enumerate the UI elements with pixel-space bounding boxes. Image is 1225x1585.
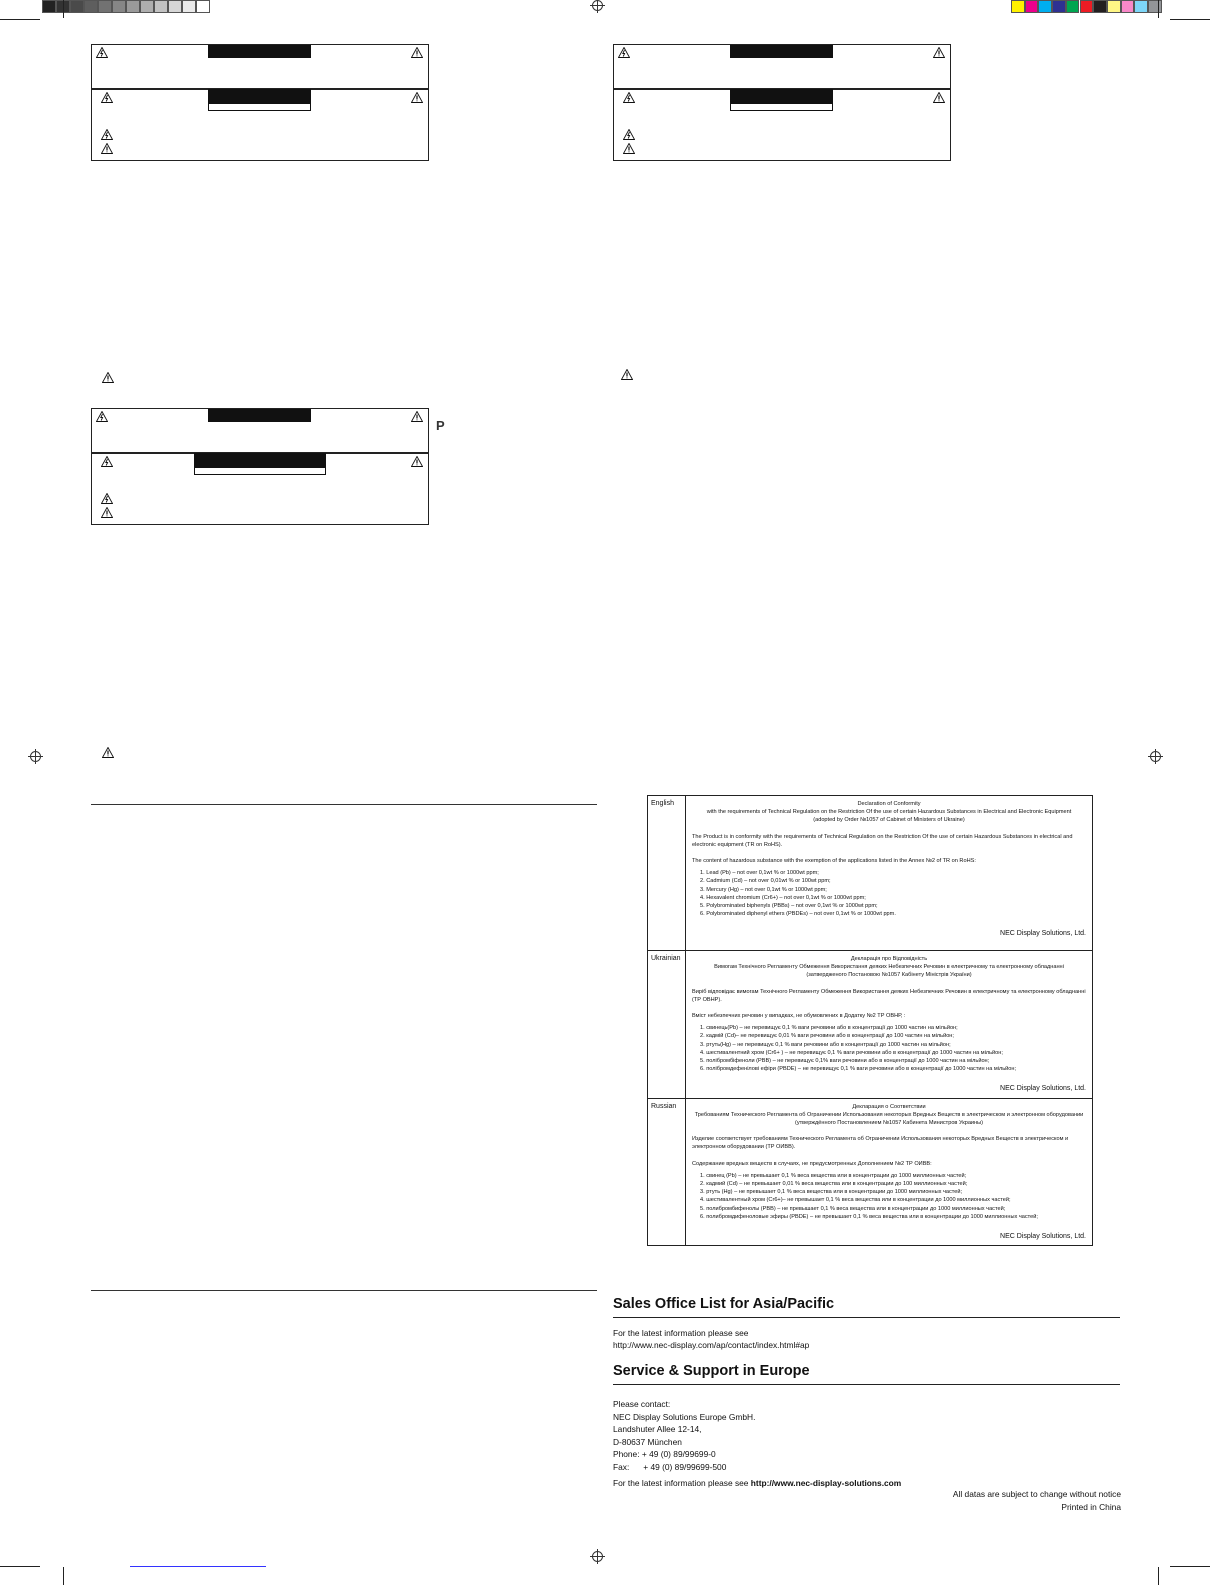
caution-title-bar (730, 89, 833, 103)
divider (91, 1290, 597, 1291)
substance-item: 5. полибромбифенолы (PBB) – не превышает 0,1 % веса вещества или в концентрации до 1000 миллионных частей; (700, 1205, 1006, 1212)
declaration-table (647, 795, 1093, 1246)
crop-mark (1170, 19, 1210, 20)
crop-mark (63, 0, 64, 18)
declaration-body (686, 796, 1093, 951)
gray-swatch (126, 0, 140, 13)
electric-shock-warning-icon (101, 129, 113, 140)
caution-icon (411, 456, 423, 467)
electric-shock-warning-icon (101, 493, 113, 504)
caution-icon (101, 507, 113, 518)
color-swatch (1052, 0, 1066, 13)
registration-mark-icon (592, 0, 603, 11)
substance-item: 3. ртуть (Hg) – не превышает 0,1 % веса вещества или в концентрации до 1000 миллионных частей; (700, 1189, 963, 1196)
phone: Phone: + 49 (0) 89/99699-0 (613, 1449, 716, 1460)
caution-icon (623, 143, 635, 154)
support-url[interactable]: http://www.nec-display-solutions.com (750, 1477, 902, 1488)
caution-icon (411, 411, 423, 422)
substance-item: 1. свинець(Pb) – не перевищує 0,1 % ваги речовини або в концентрації до 1000 частин на мільйон; (700, 1025, 958, 1032)
color-swatch (1011, 0, 1025, 13)
substance-item: 5. Polybrominated biphenyls (PBBs) – not over 0,1wt % or 1000wt ppm; (700, 903, 878, 910)
sales-info (613, 1327, 809, 1352)
signature: NEC Display Solutions, Ltd. (1000, 1233, 1086, 1241)
electric-shock-warning-icon (101, 92, 113, 103)
substance-item: 5. полібромбіфеноли (PBB) – не перевищує 0,1% ваги речовини або в концентрації до 1000 частин на мільйон; (700, 1058, 990, 1065)
gray-swatch (112, 0, 126, 13)
table-row-ukrainian (648, 951, 1093, 1099)
crop-mark (1170, 1566, 1210, 1567)
color-swatch (1025, 0, 1039, 13)
content-intro: Содержание вредных веществ в случаях, не предусмотренных Дополнением №2 ТР ОИВВ: (692, 1160, 932, 1167)
gray-swatch (140, 0, 154, 13)
substance-item: 1. Lead (Pb) – not over 0,1wt % or 1000wt ppm; (700, 870, 819, 877)
content-intro: Вміст небезпечних речовин у випадках, не обумовлених в Додатку №2 ТР ОВНР, : (692, 1013, 906, 1020)
caution-subtitle-bar (730, 103, 833, 111)
substance-item: 4. Hexavalent chromium (Cr6+) – not over 0,1wt % or 1000wt ppm; (700, 894, 866, 901)
contact-label: Please contact: (613, 1399, 671, 1409)
gray-swatch (42, 0, 56, 13)
gray-swatch (98, 0, 112, 13)
gray-swatch (84, 0, 98, 13)
divider (91, 804, 597, 805)
language-label: English (648, 796, 686, 951)
substance-item: 1. свинец (Pb) – не превышает 0,1 % веса вещества или в концентрации до 1000 миллионных частей; (700, 1172, 967, 1179)
support-heading: Service & Support in Europe (613, 1363, 810, 1379)
declaration-body (686, 951, 1093, 1099)
caution-icon (102, 747, 114, 758)
caution-title-bar (194, 453, 326, 467)
registration-mark-icon (592, 1551, 603, 1562)
electric-shock-warning-icon (96, 411, 108, 422)
caution-icon (621, 369, 633, 380)
sales-url[interactable]: http://www.nec-display.com/ap/contact/index.html#ap (613, 1340, 810, 1351)
declaration-adopted: (adopted by Order №1057 of Cabinet of Ministers of Ukraine) (813, 817, 965, 824)
electric-shock-warning-icon (623, 129, 635, 140)
caution-title-bar (208, 89, 311, 103)
language-label: Ukrainian (648, 951, 686, 1099)
content-intro: The content of hazardous substance with the exemption of the applications listed in the Annex №2 of TR on RoHS: (692, 858, 976, 865)
declaration-body (686, 1098, 1093, 1246)
caution-icon (933, 92, 945, 103)
conformity-statement: Виріб відповідає вимогам Технічного Регламенту Обмеження Використання деяких Небезпечних Речовин в електричному та електронному обладнанні (ТР ОВНР). (692, 988, 1086, 1003)
color-swatch (1038, 0, 1052, 13)
caution-icon (101, 143, 113, 154)
declaration-subtitle: with the requirements of Technical Regulation on the Restriction Of the use of certain Hazardous Substances in Electrical and Electronic Equipment (706, 809, 1072, 816)
latest-info (613, 1477, 901, 1490)
company-name: NEC Display Solutions Europe GmbH. (613, 1411, 756, 1422)
substance-item: 2. Cadmium (Cd) – not over 0,01wt % or 100wt ppm; (700, 878, 831, 885)
warning-title-bar (208, 409, 311, 422)
fax: Fax: + 49 (0) 89/99699-500 (613, 1461, 727, 1472)
crop-mark (1158, 1567, 1159, 1585)
table-row-russian (648, 1098, 1093, 1246)
gray-swatch (182, 0, 196, 13)
crop-mark (1158, 0, 1159, 18)
registration-mark-icon (30, 751, 41, 762)
crop-mark (0, 1566, 40, 1567)
declaration-title: Declaration of Conformity (857, 801, 921, 807)
color-swatch (1107, 0, 1121, 13)
substance-item: 3. ртуть(Hg) – не перевищує 0,1 % ваги речовини або в концентрації до 1000 частин на мільйон; (700, 1041, 951, 1048)
signature: NEC Display Solutions, Ltd. (1000, 1085, 1086, 1093)
electric-shock-warning-icon (96, 47, 108, 58)
declaration-adopted: (затвердженого Постановою №1057 Кабінету Міністрів України) (806, 972, 972, 979)
conformity-statement: The Product is in conformity with the requirements of Technical Regulation on the Restriction Of the use of certain Hazardous Substances in electrical and electronic equipment (TR on RoHS). (692, 833, 1073, 848)
caution-subtitle-bar (208, 103, 311, 111)
gray-swatch (70, 0, 84, 13)
substance-item: 3. Mercury (Hg) – not over 0,1wt % or 1000wt ppm; (700, 886, 827, 893)
substance-item: 4. шестивалентный хром (Cr6+)– не превышает 0,1 % веса вещества или в концентрации до 1000 миллионных частей; (700, 1197, 1011, 1204)
footer-notice: All datas are subject to change without notice (952, 1489, 1121, 1499)
sales-line: For the latest information please see (613, 1328, 749, 1338)
color-swatch (1080, 0, 1094, 13)
substance-item: 6. Polybrominated diphenyl ethers (PBDEs) – not over 0,1wt % or 1000wt ppm. (700, 911, 896, 918)
warning-title-bar (730, 45, 833, 58)
crop-mark (0, 19, 40, 20)
color-swatch (1093, 0, 1107, 13)
substance-item: 2. кадмій (Cd)– не перевищує 0,01 % ваги речовини або в концентрації до 100 частин на мільйон; (700, 1033, 954, 1040)
caution-icon (102, 372, 114, 383)
color-swatch (1121, 0, 1135, 13)
signature: NEC Display Solutions, Ltd. (1000, 930, 1086, 938)
caution-icon (411, 92, 423, 103)
warning-title-bar (208, 45, 311, 58)
gray-swatch (196, 0, 210, 13)
electric-shock-warning-icon (618, 47, 630, 58)
electric-shock-warning-icon (101, 456, 113, 467)
sales-heading: Sales Office List for Asia/Pacific (613, 1296, 835, 1312)
caution-icon (933, 47, 945, 58)
table-row-english (648, 796, 1093, 951)
declaration-title: Декларація про Відповідність (850, 956, 928, 962)
caution-icon (411, 47, 423, 58)
language-label: Russian (648, 1098, 686, 1246)
support-contact (613, 1398, 901, 1489)
substance-item: 4. шестивалентний хром (Cr6+ ) – не перевищує 0,1 % ваги речовини або в концентрації до 1000 частин на мільйон; (700, 1049, 1003, 1056)
color-swatch (1134, 0, 1148, 13)
caution-subtitle-bar (194, 467, 326, 475)
footer (953, 1488, 1121, 1513)
substance-item: 6. полибромдифеноловые эфиры (PBDE) – не превышает 0,1 % веса вещества или в концентрации до 1000 миллионных частей; (700, 1213, 1038, 1220)
latest-prefix: For the latest information please see (613, 1477, 751, 1488)
declaration-subtitle: Вимогам Технічного Регламенту Обмеження Використання деяких Небезпечних Речовин в електричному та електронному обладнанні (714, 964, 1064, 971)
declaration-title: Декларация о Соответствии (852, 1103, 926, 1110)
gray-swatch (154, 0, 168, 13)
crop-mark (63, 1567, 64, 1585)
declaration-subtitle: Требованиям Технического Регламента об Ограничении Использования некоторых Вредных Веществ в электрическом и электронном оборудовании (694, 1111, 1084, 1118)
city: D-80637 München (613, 1436, 682, 1447)
pc-certification-logo-icon: P (436, 418, 445, 433)
crop-mark (130, 1566, 266, 1567)
conformity-statement: Изделие соответствует требованиям Технического Регламента об Ограничении Использования некоторых Вредных Веществ в электрическом и электронном оборудовании (ТР ОИВВ). (692, 1136, 1069, 1151)
color-swatch (1066, 0, 1080, 13)
electric-shock-warning-icon (623, 92, 635, 103)
footer-printed: Printed in China (1061, 1501, 1121, 1512)
substance-item: 6. полібромдефенілові ефіри (PBDE) – не перевищує 0,1 % ваги речовини або в концентрації до 1000 частин на мільйон; (700, 1066, 1017, 1073)
street-address: Landshuter Allee 12-14, (613, 1424, 702, 1435)
substance-item: 2. кадмий (Cd) – не превышает 0,01 % веса вещества или в концентрации до 100 миллионных частей; (700, 1181, 968, 1188)
gray-swatch (168, 0, 182, 13)
declaration-adopted: (утверждённого Постановлением №1057 Кабинета Министров Украины) (794, 1120, 984, 1127)
color-swatch (1148, 0, 1162, 13)
registration-mark-icon (1150, 751, 1161, 762)
